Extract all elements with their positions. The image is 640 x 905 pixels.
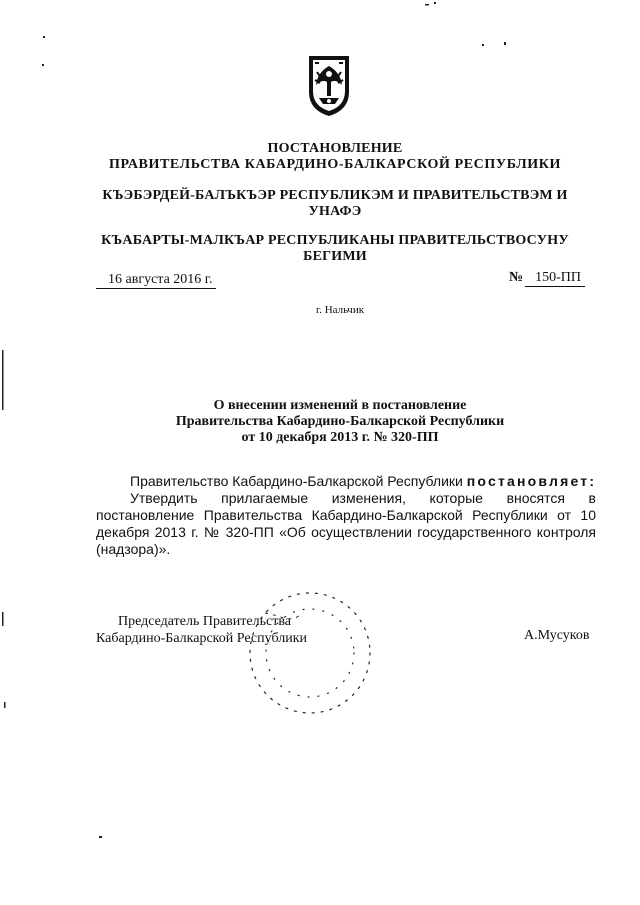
document-number — [509, 270, 585, 287]
intro-resolves: постановляет: — [466, 473, 597, 489]
document-title-line1: О внесении изменений в постановление — [213, 398, 467, 413]
issuer-heading-kbd-line1: КЪЭБЭРДЕЙ-БАЛЪКЪЭР РЕСПУБЛИКЭМ И ПРАВИТЕЛЬСТВЭМ И — [102, 188, 568, 203]
resolution-intro — [130, 473, 600, 490]
coat-of-arms-icon — [305, 52, 353, 118]
signatory-name: А.Мусуков — [524, 628, 590, 643]
signatory-role-line1: Председатель Правительства — [118, 614, 291, 629]
intro-text: Правительство Кабардино-Балкарской Республики — [130, 473, 467, 489]
doc-type-heading: ПОСТАНОВЛЕНИЕ — [267, 141, 403, 156]
document-date: 16 августа 2016 г. — [96, 272, 216, 289]
signatory-role-line2: Кабардино-Балкарской Республики — [96, 631, 307, 646]
number-sign: № — [509, 270, 524, 285]
issuer-heading-kbd-line2: УНАФЭ — [308, 204, 362, 219]
document-title-line2: Правительства Кабардино-Балкарской Республики — [175, 414, 505, 429]
issuer-heading-krc-line2: БЕГИМИ — [303, 249, 367, 264]
document-title-line3: от 10 декабря 2013 г. № 320-ПП — [241, 430, 439, 445]
resolution-paragraph: Утвердить прилагаемые изменения, которые вносятся в постановление Правительства Кабардино-Балкарской Республики от 10 декабря 2013 г. № 320-ПП «Об осуществлении государственного контроля (надзора)». — [96, 490, 596, 557]
issuer-heading-krc-line1: КЪАБАРТЫ-МАЛКЪАР РЕСПУБЛИКАНЫ ПРАВИТЕЛЬСТВОСУНУ — [101, 233, 569, 248]
number-value: 150-ПП — [525, 270, 585, 287]
official-stamp — [235, 585, 385, 720]
issuer-heading-ru: ПРАВИТЕЛЬСТВА КАБАРДИНО-БАЛКАРСКОЙ РЕСПУБЛИКИ — [108, 157, 562, 172]
city-label: г. Нальчик — [315, 304, 365, 316]
